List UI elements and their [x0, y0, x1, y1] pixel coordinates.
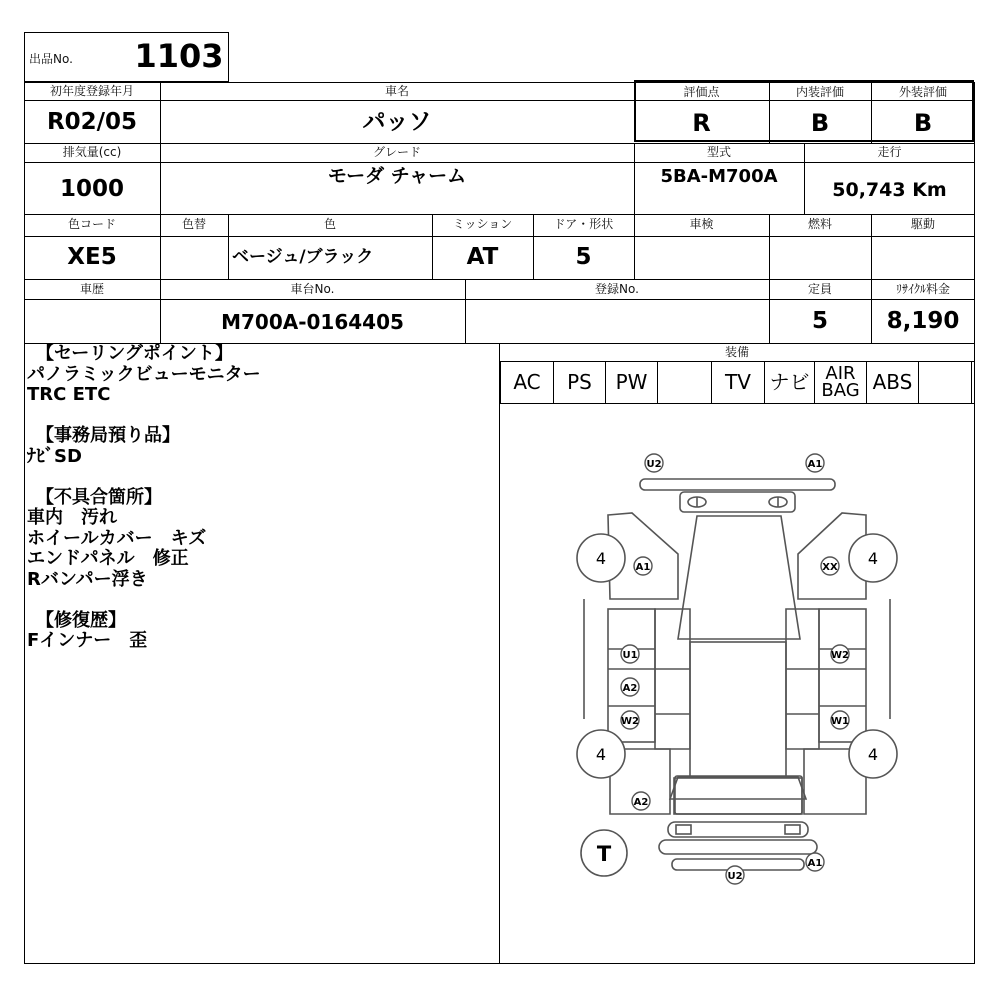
- listing-number-label: 出品No.: [29, 52, 73, 66]
- damage-mark: [831, 711, 849, 729]
- equipment-item: ABS: [866, 361, 918, 403]
- equipment-item: [657, 361, 711, 403]
- recycle-value: 8,190: [886, 308, 960, 334]
- spare-tire: [581, 830, 627, 876]
- tire-front-right-label: 4: [867, 549, 879, 568]
- model-code-label: 型式: [706, 145, 731, 159]
- color-change-label: 色替: [181, 217, 206, 231]
- mark-label: A2: [633, 797, 649, 808]
- equipment-item: [918, 361, 972, 403]
- damage-mark: [806, 454, 824, 472]
- exterior-value: B: [913, 109, 933, 137]
- capacity-label: 定員: [807, 282, 832, 296]
- grade-label: グレード: [372, 145, 421, 159]
- capacity-value: 5: [811, 308, 828, 334]
- equipment-item: TV: [711, 361, 764, 403]
- color-label: 色: [323, 217, 336, 231]
- mileage-value: 50,743 Km: [832, 179, 947, 201]
- transmission-label: ミッション: [452, 217, 513, 231]
- mark-label: W1: [831, 716, 849, 727]
- equipment-item: PW: [605, 361, 657, 403]
- tire-rear-right-label: 4: [867, 745, 879, 764]
- notes-text: 【セーリングポイント】 パノラミックビューモニター TRC ETC 【事務局預り品】 ﾅﾋﾞSD 【不具合箇所】 車内 汚れ ホイールカバー キズ エンドパネル 修正 Rバンパー浮き 【修復歴】 Fインナー 歪: [27, 343, 261, 651]
- equipment-item: PS: [553, 361, 605, 403]
- recycle-label: ﾘｻｲｸﾙ料金: [895, 282, 950, 296]
- mark-label: U2: [727, 871, 743, 882]
- mark-label: A1: [807, 459, 823, 470]
- damage-mark: [621, 645, 639, 663]
- equipment-row: [500, 361, 974, 403]
- damage-diagram: [500, 404, 974, 964]
- mark-label: A1: [807, 858, 823, 869]
- grade-value: モーダ チャーム: [327, 165, 467, 187]
- mark-label: A1: [635, 562, 651, 573]
- damage-mark: [621, 711, 639, 729]
- inspection-label: 車検: [689, 217, 714, 231]
- tire-front-right: [849, 534, 897, 582]
- color-value: ベージュ/ブラック: [232, 247, 374, 267]
- damage-mark: [645, 454, 663, 472]
- tire-rear-left: [577, 730, 625, 778]
- damage-mark: [634, 557, 652, 575]
- equipment-label: 装備: [724, 345, 749, 359]
- mileage-label: 走行: [877, 145, 902, 159]
- interior-label: 内装評価: [795, 85, 844, 99]
- exterior-label: 外装評価: [898, 85, 947, 99]
- color-code-value: XE5: [67, 244, 117, 270]
- history-label: 車歴: [79, 282, 104, 296]
- damage-mark: [632, 792, 650, 810]
- chassis-label: 車台No.: [290, 282, 335, 296]
- doors-label: ドア・形状: [553, 217, 614, 231]
- mark-label: A2: [622, 683, 638, 694]
- mark-label: U1: [622, 650, 638, 661]
- car-name-label: 車名: [384, 84, 409, 98]
- mark-label: U2: [646, 459, 662, 470]
- first-reg-label: 初年度登録年月: [49, 84, 134, 98]
- score-value: R: [692, 109, 711, 137]
- score-label: 評価点: [683, 85, 720, 99]
- car-name-value: パッソ: [362, 109, 432, 135]
- mark-label: XX: [822, 562, 838, 573]
- displacement-label: 排気量(cc): [62, 145, 122, 159]
- model-code-value: 5BA-M700A: [660, 166, 778, 187]
- listing-number-box: [24, 32, 229, 82]
- fuel-label: 燃料: [807, 217, 832, 231]
- listing-number: 1103: [134, 37, 224, 75]
- tire-front-left-label: 4: [595, 549, 607, 568]
- tire-front-left: [577, 534, 625, 582]
- damage-mark: [621, 678, 639, 696]
- tire-rear-left-label: 4: [595, 745, 607, 764]
- doors-value: 5: [575, 244, 592, 270]
- reg-no-label: 登録No.: [595, 282, 639, 296]
- equipment-item: ナビ: [764, 361, 814, 403]
- damage-mark: [726, 866, 744, 884]
- drive-label: 駆動: [910, 217, 935, 231]
- interior-value: B: [810, 109, 830, 137]
- equipment-item: AC: [500, 361, 553, 403]
- damage-mark: [806, 853, 824, 871]
- transmission-value: AT: [466, 244, 499, 270]
- car-outline: [584, 479, 890, 870]
- displacement-value: 1000: [59, 176, 124, 202]
- color-code-label: 色コード: [67, 217, 116, 231]
- damage-mark: [821, 557, 839, 575]
- mark-label: W2: [831, 650, 849, 661]
- spare-tire-label: T: [596, 842, 612, 866]
- equipment-item: AIR BAG: [814, 361, 866, 403]
- mark-label: W2: [621, 716, 639, 727]
- first-reg-value: R02/05: [46, 109, 138, 135]
- damage-mark: [831, 645, 849, 663]
- tire-rear-right: [849, 730, 897, 778]
- chassis-value: M700A-0164405: [221, 310, 404, 334]
